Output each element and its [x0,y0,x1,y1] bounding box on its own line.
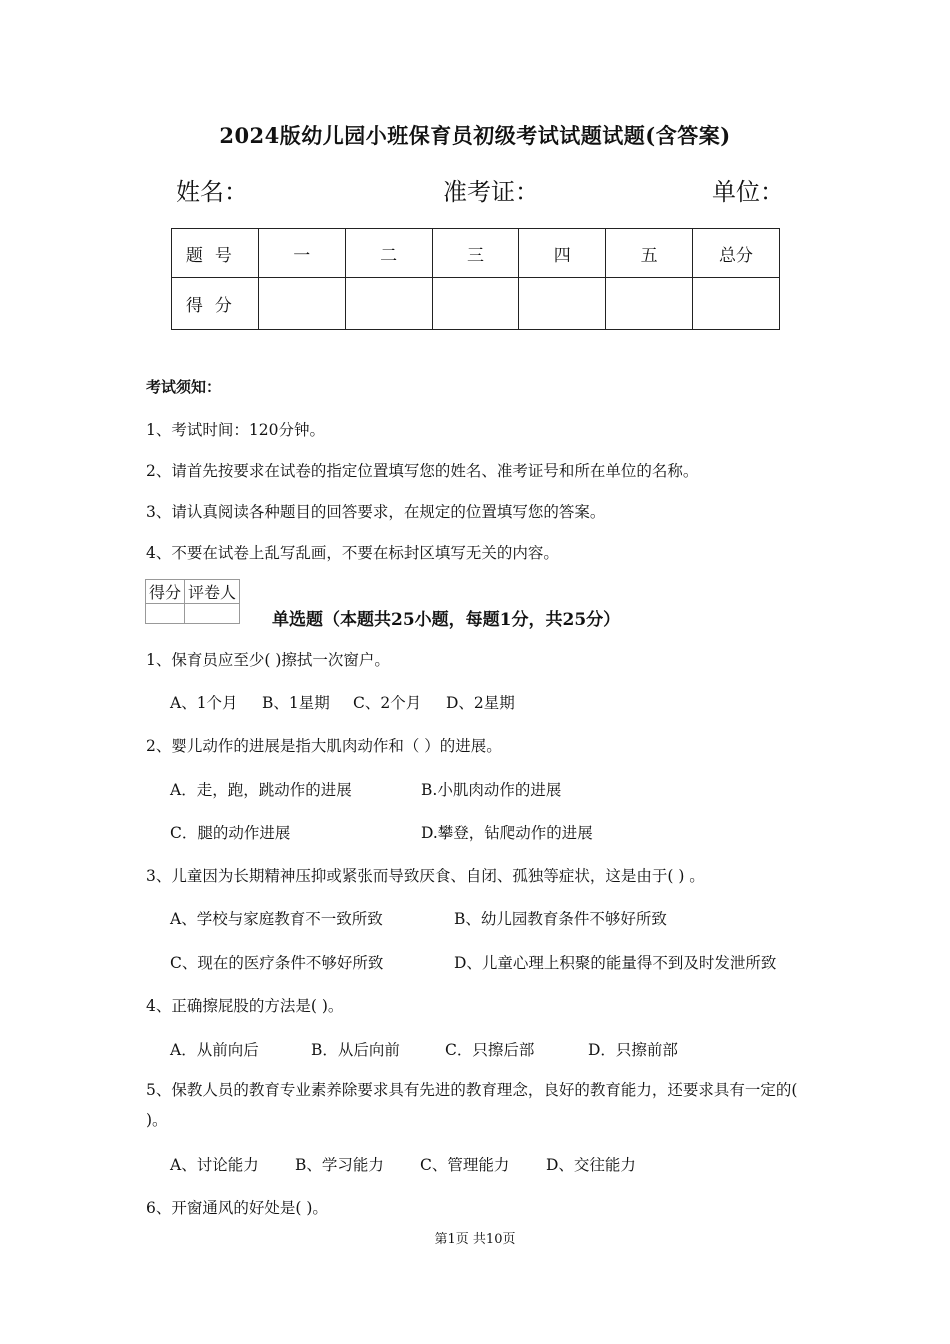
score-table-row-header: 题号 [172,229,259,278]
question-option[interactable]: C、现在的医疗条件不够好所致 [170,954,384,972]
question-option[interactable]: C．只擦后部 [445,1041,535,1059]
question-stem: 5、保教人员的教育专业素养除要求具有先进的教育理念，良好的教育能力，还要求具有一定的( )。 [146,1081,798,1129]
grader-score-cell[interactable] [146,604,185,624]
question-stem: 6、开窗通风的好处是( )。 [146,1199,328,1217]
unit-field-label: 单位： [712,178,784,206]
notice-item: 4、不要在试卷上乱写乱画，不要在标封区填写无关的内容。 [146,544,559,562]
question-stem: 4、正确擦屁股的方法是( )。 [146,997,344,1015]
grader-name-cell[interactable] [185,604,240,624]
question-option[interactable]: D.攀登，钻爬动作的进展 [421,824,593,842]
score-table-col-3: 三 [432,229,519,278]
question-option[interactable]: A、讨论能力 [170,1156,259,1174]
question-option[interactable]: B、学习能力 [295,1156,384,1174]
score-cell-2[interactable] [345,278,432,330]
notice-item: 2、请首先按要求在试卷的指定位置填写您的姓名、准考证号和所在单位的名称。 [146,462,699,480]
notice-heading: 考试须知： [146,378,222,396]
question-option[interactable]: D、儿童心理上积聚的能量得不到及时发泄所致 [454,954,777,972]
page-footer: 第1页 共10页 [434,1232,516,1247]
grader-name-label: 评卷人 [185,580,240,604]
score-cell-3[interactable] [432,278,519,330]
question-option[interactable]: C．腿的动作进展 [170,824,291,842]
score-table-col-4: 四 [519,229,606,278]
question-stem: 1、保育员应至少( )擦拭一次窗户。 [146,651,390,669]
notice-item: 3、请认真阅读各种题目的回答要求，在规定的位置填写您的答案。 [146,503,606,521]
question-option[interactable]: A、1个月 [170,694,238,712]
question-option[interactable]: C、管理能力 [420,1156,510,1174]
question-option[interactable]: A．从前向后 [170,1041,259,1059]
grader-box [145,579,240,624]
question-option[interactable]: B．从后向前 [311,1041,400,1059]
score-table-col-1: 一 [258,229,345,278]
question-option[interactable]: D、2星期 [446,694,515,712]
score-cell-total[interactable] [693,278,780,330]
question-option[interactable]: D、交往能力 [546,1156,636,1174]
grader-score-label: 得分 [146,580,185,604]
question-option[interactable]: C、2个月 [353,694,422,712]
section-title: 单选题（本题共25小题，每题1分，共25分） [272,610,621,630]
exam-id-field-label: 准考证： [443,178,539,206]
score-cell-4[interactable] [519,278,606,330]
question-option[interactable]: B、幼儿园教育条件不够好所致 [454,910,667,928]
score-table-col-2: 二 [345,229,432,278]
question-stem: 2、婴儿动作的进展是指大肌肉动作和（ ）的进展。 [146,737,502,755]
score-table-col-5: 五 [606,229,693,278]
score-cell-1[interactable] [258,278,345,330]
name-field-label: 姓名： [176,178,248,206]
notice-item: 1、考试时间：120分钟。 [146,421,325,439]
score-cell-5[interactable] [606,278,693,330]
question-stem: 3、儿童因为长期精神压抑或紧张而导致厌食、自闭、孤独等症状，这是由于( ) 。 [146,867,705,885]
question-option[interactable]: D．只擦前部 [588,1041,678,1059]
score-table-col-total: 总分 [693,229,780,278]
question-option[interactable]: A、学校与家庭教育不一致所致 [170,910,383,928]
question-option[interactable]: A．走，跑，跳动作的进展 [170,781,352,799]
score-table [171,228,780,330]
question-option[interactable]: B.小肌肉动作的进展 [421,781,562,799]
score-table-score-label: 得分 [172,278,259,330]
page-title: 2024版幼儿园小班保育员初级考试试题试题(含答案) [219,123,731,148]
question-option[interactable]: B、1星期 [262,694,330,712]
